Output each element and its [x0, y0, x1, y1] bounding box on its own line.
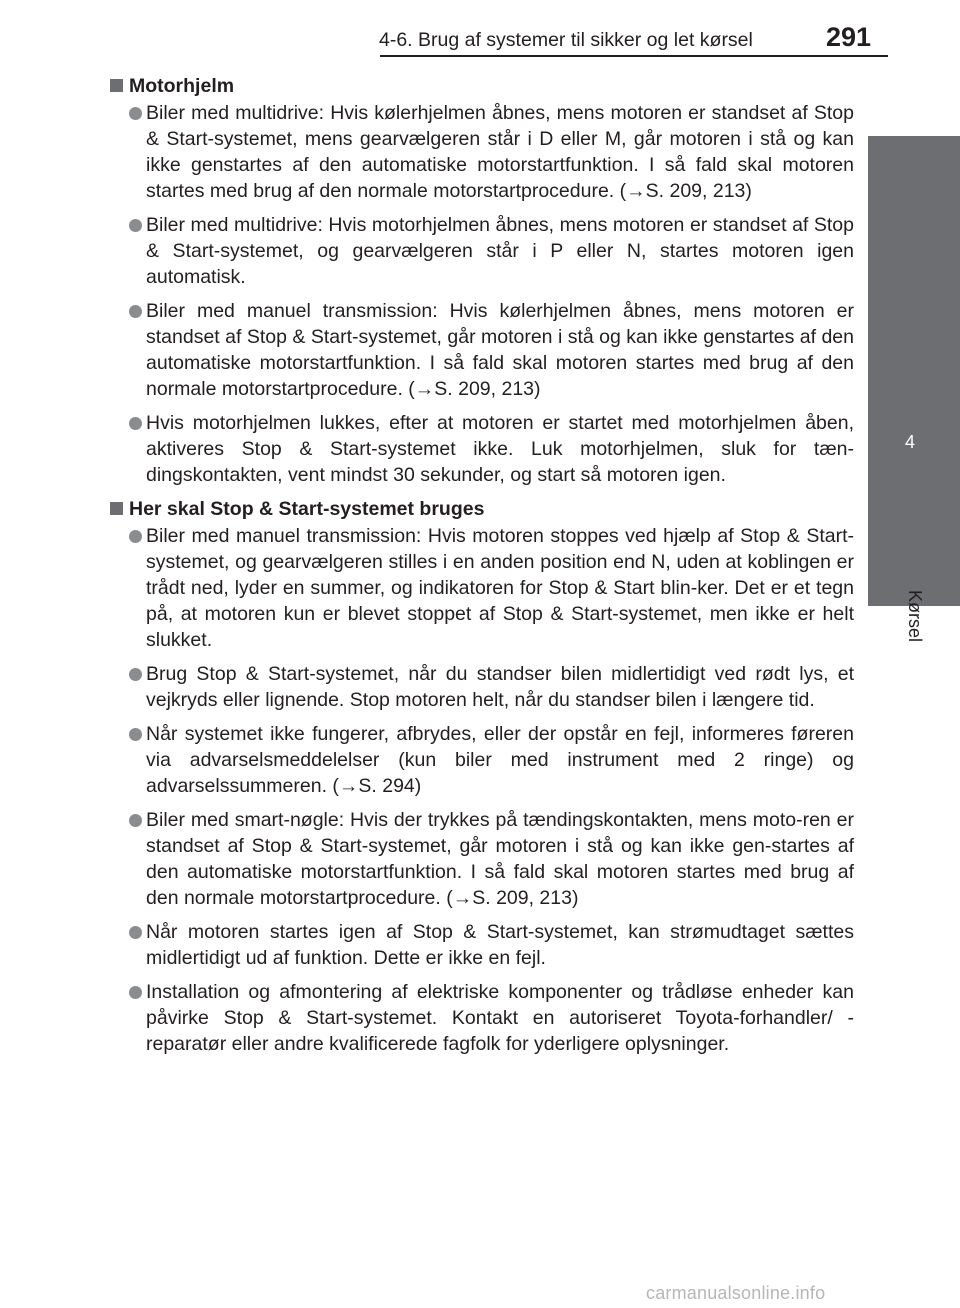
list-item-text: Installation og afmontering af elektriske komponenter og trådløse enheder kan påvirke Stop & Start-systemet. Kontakt en autoriseret Toyota-forhandler/ -reparatør eller andre kvalificerede fagfolk for yderligere oplysninger. [146, 981, 854, 1055]
list-item-text: Biler med manuel transmission: Hvis kølerhjelmen åbnes, mens motoren er standset af Stop & Start-systemet, går motoren i stå og kan ikke genstartes af den automatiske motorstartfunktion. I så fald skal motoren startes med brug af den normale motorstartprocedure. (→S. 209, 213) [146, 300, 854, 400]
list-item [110, 721, 854, 799]
square-bullet-icon [110, 502, 123, 515]
page-number: 291 [826, 22, 872, 52]
list-item-text: Biler med smart-nøgle: Hvis der trykkes på tændingskontakten, mens moto-ren er standset af Stop & Start-systemet, går motoren i stå og kan ikke gen-startes af den automatiske motorstartfunktion. I så fald skal motoren startes med brug af den normale motorstartprocedure. (→S. 209, 213) [146, 809, 854, 909]
site-watermark: carmanualsonline.info [646, 1283, 826, 1303]
page-header [0, 0, 960, 60]
list-item-text: Når systemet ikke fungerer, afbrydes, eller der opstår en fejl, informeres føreren via advarselsmeddelelser (kun biler med instrument med 2 ringe) og advarselssummeren. (→S. 294) [146, 723, 854, 797]
square-bullet-icon [110, 79, 123, 92]
section-heading [110, 73, 854, 99]
chapter-side-tab [868, 136, 960, 606]
list-item-text: Biler med manuel transmission: Hvis motoren stoppes ved hjælp af Stop & Start-systemet, og gearvælgeren stilles i en anden position end N, uden at koblingen er trådt ned, lyder en summer, og indikatoren for Stop & Start blin-ker. Det er et tegn på, at motoren kun er blevet stoppet af Stop & Start-systemet, men ikke er helt slukket. [146, 525, 854, 651]
list-item-text: Biler med multidrive: Hvis kølerhjelmen åbnes, mens motoren er standset af Stop & Start-systemet, mens gearvælgeren står i D eller M, går motoren i stå og kan ikke genstartes af den automatiske motorstartfunktion. I så fald skal motoren startes med brug af den normale motorstartprocedure. (→S. 209, 213) [146, 102, 854, 202]
circle-bullet-icon [129, 986, 142, 999]
section-heading [110, 496, 854, 522]
section-heading-text: Her skal Stop & Start-systemet bruges [129, 498, 485, 520]
list-item-text: Brug Stop & Start-systemet, når du standser bilen midlertidigt ved rødt lys, et vejkryds eller lignende. Stop motoren helt, når du standser bilen i længere tid. [146, 663, 854, 711]
list-item [110, 523, 854, 653]
circle-bullet-icon [129, 305, 142, 318]
chapter-tab-label: Kørsel [905, 590, 925, 643]
list-item [110, 979, 854, 1057]
circle-bullet-icon [129, 530, 142, 543]
circle-bullet-icon [129, 417, 142, 430]
list-item [110, 919, 854, 971]
circle-bullet-icon [129, 814, 142, 827]
list-item [110, 212, 854, 290]
circle-bullet-icon [129, 728, 142, 741]
circle-bullet-icon [129, 107, 142, 120]
chapter-tab-number: 4 [905, 432, 916, 452]
circle-bullet-icon [129, 219, 142, 232]
section-heading-text: Motorhjelm [129, 75, 235, 97]
header-rule [380, 55, 888, 57]
list-item [110, 410, 854, 488]
list-item [110, 807, 854, 911]
circle-bullet-icon [129, 668, 142, 681]
list-item [110, 661, 854, 713]
list-item-text: Når motoren startes igen af Stop & Start-systemet, kan strømudtaget sættes midlertidigt ud af funktion. Dette er ikke en fejl. [146, 921, 854, 969]
chapter-title: 4-6. Brug af systemer til sikker og let kørsel [379, 29, 753, 51]
list-item-text: Hvis motorhjelmen lukkes, efter at motoren er startet med motorhjelmen åben, aktiveres Stop & Start-systemet ikke. Luk motorhjelmen, sluk for tæn-dingskontakten, vent mindst 30 sekunder, og start så motoren igen. [146, 412, 854, 486]
list-item [110, 100, 854, 204]
list-item-text: Biler med multidrive: Hvis motorhjelmen åbnes, mens motoren er standset af Stop & Start-systemet, og gearvælgeren står i P eller N, startes motoren igen automatisk. [146, 214, 854, 288]
circle-bullet-icon [129, 926, 142, 939]
list-item [110, 298, 854, 402]
page-content [110, 73, 854, 1065]
